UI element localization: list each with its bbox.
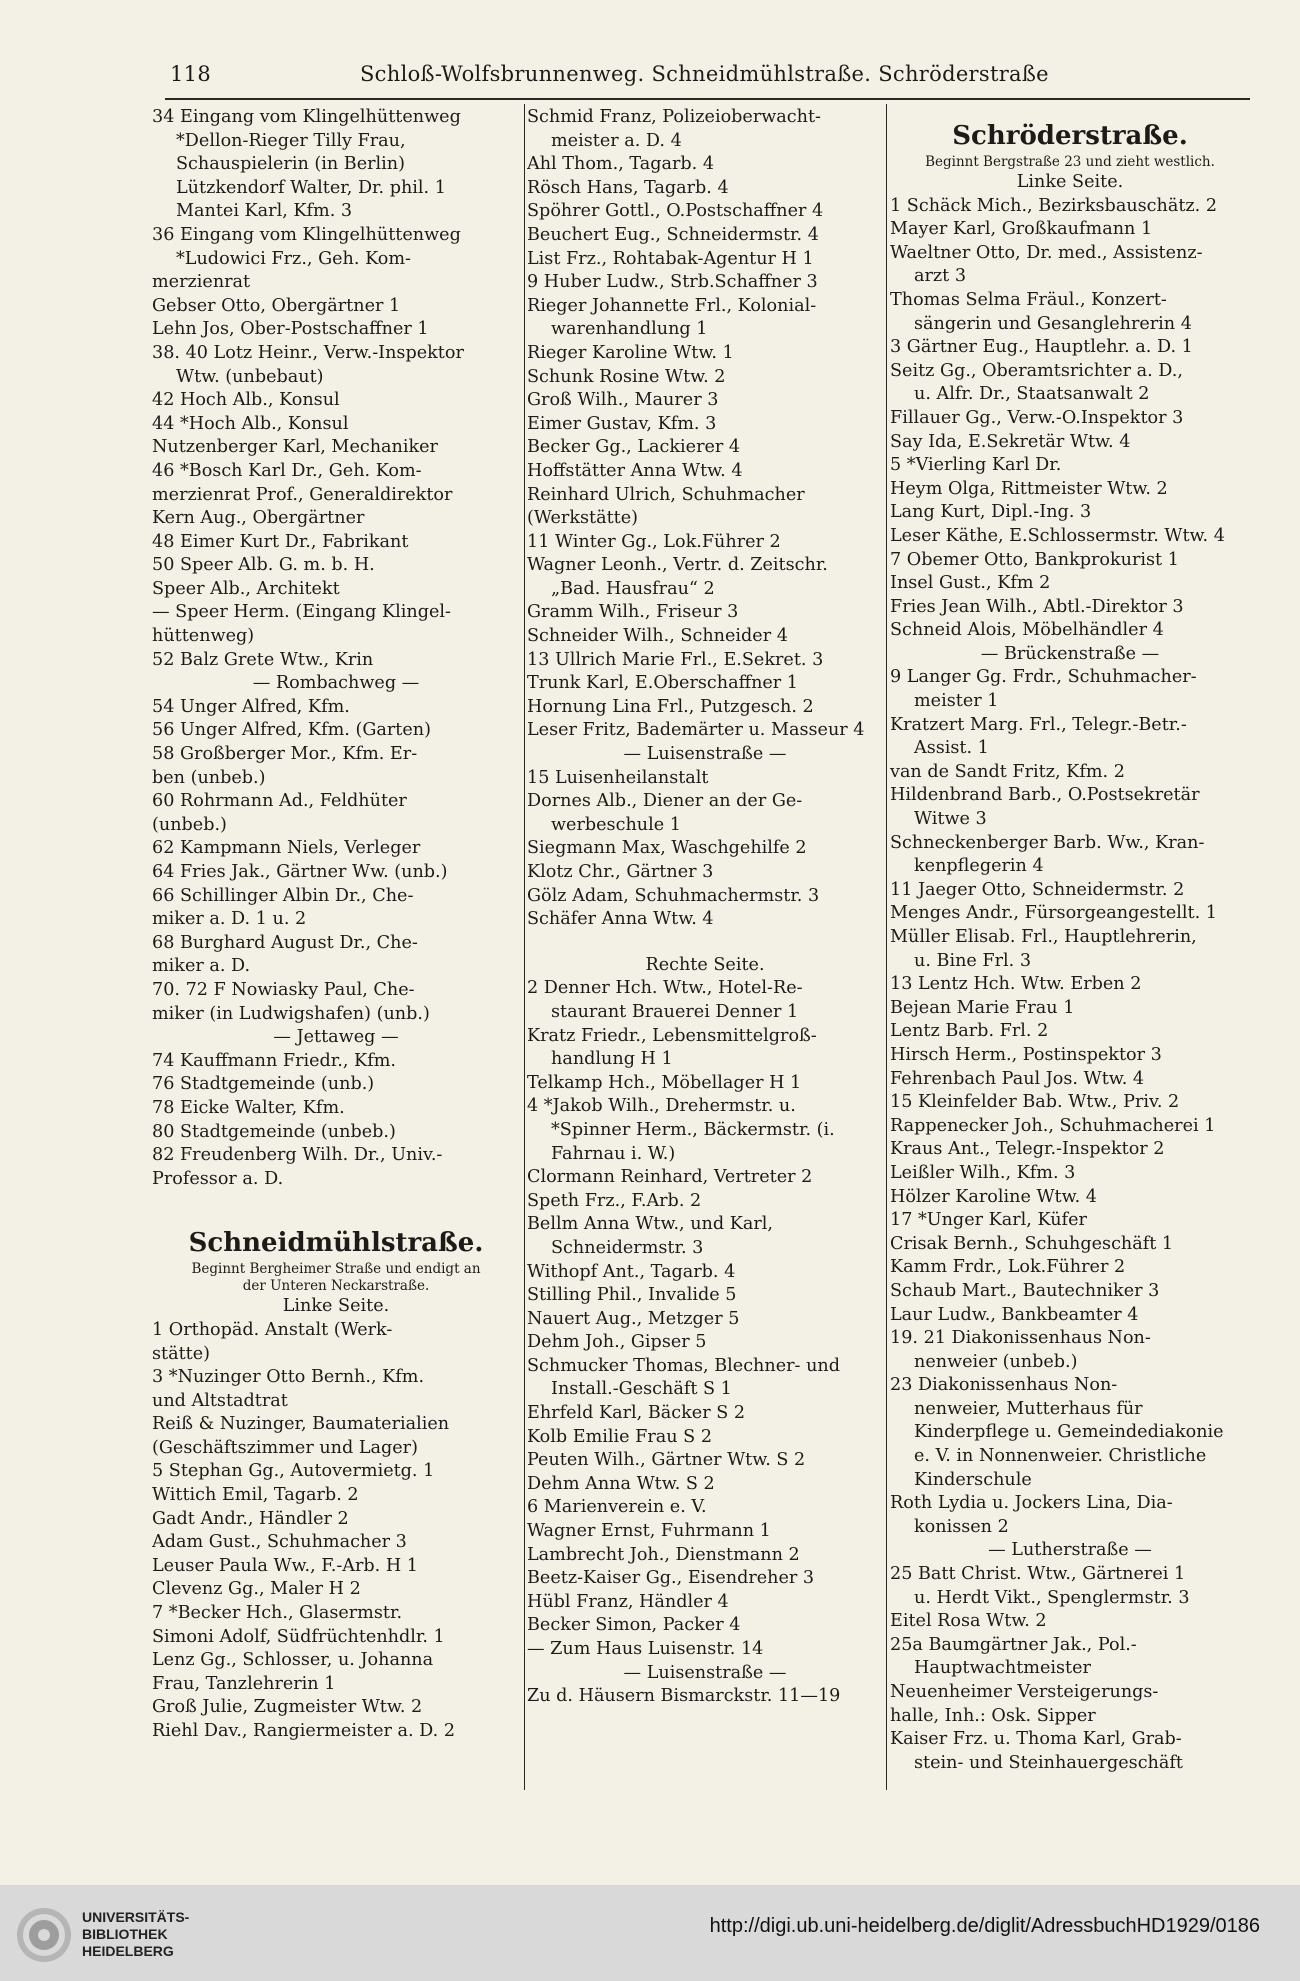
directory-entry: Hoffstätter Anna Wtw. 4: [527, 460, 743, 481]
directory-entry: 19. 21 Diakonissenhaus Non-: [890, 1328, 1151, 1349]
directory-entry: Speth Frz., F.Arb. 2: [527, 1190, 702, 1211]
directory-entry: 15 Kleinfelder Bab. Wtw., Priv. 2: [890, 1092, 1180, 1113]
directory-entry: Fahrnau i. W.): [551, 1143, 676, 1164]
column-left: [152, 106, 520, 1790]
directory-entry: Eimer Gustav, Kfm. 3: [527, 413, 717, 434]
header-rule: [165, 98, 1250, 100]
directory-entry: 11 Jaeger Otto, Schneidermstr. 2: [890, 879, 1185, 900]
directory-entry: 25a Baumgärtner Jak., Pol.-: [890, 1634, 1137, 1655]
directory-entry: Fries Jean Wilh., Abtl.-Direktor 3: [890, 596, 1184, 617]
directory-entry: stätte): [152, 1343, 211, 1364]
street-description: Beginnt Bergheimer Straße und endigt an: [191, 1261, 481, 1278]
directory-entry: Rieger Johannette Frl., Kolonial-: [527, 295, 817, 316]
directory-entry: handlung H 1: [551, 1049, 673, 1070]
directory-entry: 60 Rohrmann Ad., Feldhüter: [152, 791, 407, 812]
directory-entry: halle, Inh.: Osk. Sipper: [890, 1705, 1096, 1726]
directory-entry: 50 Speer Alb. G. m. b. H.: [152, 555, 375, 576]
directory-entry: Hauptwachtmeister: [914, 1658, 1091, 1679]
column-middle: [527, 106, 883, 1790]
section-label: — Luisenstraße —: [623, 1662, 787, 1683]
directory-entry: Dornes Alb., Diener an der Ge-: [527, 791, 803, 812]
directory-entry: Kraus Ant., Telegr.-Inspektor 2: [890, 1139, 1165, 1160]
directory-entry: 66 Schillinger Albin Dr., Che-: [152, 885, 414, 906]
directory-entry: 6 Marienverein e. V.: [527, 1497, 707, 1518]
directory-entry: Kinderpflege u. Gemeindediakonie: [914, 1422, 1224, 1443]
street-description: der Unteren Neckarstraße.: [242, 1278, 430, 1295]
directory-entry: Witwe 3: [914, 809, 987, 830]
directory-entry: u. Herdt Vikt., Spenglermstr. 3: [914, 1587, 1190, 1608]
directory-entry: Roth Lydia u. Jockers Lina, Dia-: [890, 1493, 1173, 1514]
directory-entry: 46 *Bosch Karl Dr., Geh. Kom-: [152, 460, 422, 481]
section-label: — Brückenstraße —: [980, 643, 1160, 664]
street-description: Beginnt Bergstraße 23 und zieht westlich.: [925, 154, 1215, 170]
directory-entry: Trunk Karl, E.Oberschaffner 1: [527, 673, 799, 694]
directory-entry: Reinhard Ulrich, Schuhmacher: [527, 484, 805, 505]
directory-entry: hüttenweg): [152, 626, 255, 647]
directory-entry: 23 Diakonissenhaus Non-: [890, 1375, 1118, 1396]
directory-entry: Clevenz Gg., Maler H 2: [152, 1579, 361, 1600]
directory-entry: Hildenbrand Barb., O.Postsekretär: [890, 785, 1200, 806]
section-label: Rechte Seite.: [645, 954, 765, 975]
directory-entry: Stilling Phil., Invalide 5: [527, 1285, 737, 1306]
section-label: — Luisenstraße —: [623, 744, 787, 765]
directory-entry: miker a. D. 1 u. 2: [152, 909, 307, 930]
directory-entry: warenhandlung 1: [551, 319, 708, 340]
directory-entry: Speer Alb., Architekt: [152, 578, 340, 599]
university-seal-icon: [14, 1905, 74, 1965]
directory-entry: 7 *Becker Hch., Glasermstr.: [152, 1603, 403, 1624]
directory-entry: 56 Unger Alfred, Kfm. (Garten): [152, 720, 431, 741]
directory-entry: Ahl Thom., Tagarb. 4: [527, 154, 715, 175]
directory-entry: Schmucker Thomas, Blechner- und: [527, 1355, 840, 1376]
page-number: 118: [170, 62, 211, 86]
directory-entry: Becker Simon, Packer 4: [527, 1615, 741, 1636]
directory-entry: Mayer Karl, Großkaufmann 1: [890, 219, 1153, 240]
directory-entry: Assist. 1: [914, 738, 989, 759]
directory-entry: Hübl Franz, Händler 4: [527, 1591, 729, 1612]
directory-entry: Kinderschule: [914, 1469, 1032, 1490]
directory-entry: 17 *Unger Karl, Küfer: [890, 1210, 1087, 1231]
directory-entry: Rieger Karoline Wtw. 1: [527, 342, 734, 363]
directory-entry: Riehl Dav., Rangiermeister a. D. 2: [152, 1721, 456, 1741]
directory-entry: Adam Gust., Schuhmacher 3: [152, 1532, 407, 1553]
directory-entry: 11 Winter Gg., Lok.Führer 2: [527, 531, 781, 552]
directory-entry: Bellm Anna Wtw., und Karl,: [527, 1214, 774, 1235]
directory-entry: Schaub Mart., Bautechniker 3: [890, 1280, 1160, 1301]
directory-entry: Seitz Gg., Oberamtsrichter a. D.,: [890, 360, 1183, 381]
directory-entry: Lentz Barb. Frl. 2: [890, 1021, 1049, 1042]
directory-entry: Professor a. D.: [152, 1168, 284, 1189]
directory-entry: werbeschule 1: [551, 814, 681, 835]
directory-entry: Lützkendorf Walter, Dr. phil. 1: [176, 177, 446, 198]
directory-entry: 80 Stadtgemeinde (unbeb.): [152, 1121, 396, 1142]
directory-entry: (unbeb.): [152, 814, 227, 835]
directory-entry: *Spinner Herm., Bäckermstr. (i.: [551, 1119, 835, 1140]
directory-entry: Simoni Adolf, Südfrüchtenhdlr. 1: [152, 1626, 445, 1647]
directory-entry: — Speer Herm. (Eingang Klingel-: [152, 602, 451, 623]
directory-entry: Groß Wilh., Maurer 3: [527, 390, 719, 411]
directory-entry: Kamm Frdr., Lok.Führer 2: [890, 1257, 1126, 1278]
directory-entry: 62 Kampmann Niels, Verleger: [152, 838, 421, 859]
directory-entry: Schäfer Anna Wtw. 4: [527, 909, 714, 930]
directory-entry: u. Alfr. Dr., Staatsanwalt 2: [914, 384, 1150, 405]
footer-bar: [0, 1885, 1300, 1981]
institution-name: UNIVERSITÄTS- BIBLIOTHEK HEIDELBERG: [82, 1909, 190, 1959]
directory-entry: Hirsch Herm., Postinspektor 3: [890, 1044, 1162, 1065]
column-divider-right: [886, 104, 887, 1790]
directory-entry: 25 Batt Christ. Wtw., Gärtnerei 1: [890, 1564, 1186, 1585]
directory-entry: Kaiser Frz. u. Thoma Karl, Grab-: [890, 1729, 1182, 1750]
running-title: Schloß-Wolfsbrunnenweg. Schneidmühlstraße. Schröderstraße: [360, 62, 1049, 86]
directory-entry: 15 Luisenheilanstalt: [527, 767, 709, 788]
section-label: Linke Seite.: [1016, 172, 1124, 192]
directory-entry: konissen 2: [914, 1516, 1009, 1537]
directory-entry: meister 1: [914, 691, 999, 712]
directory-entry: und Altstadtrat: [152, 1390, 288, 1411]
directory-entry: Nutzenberger Karl, Mechaniker: [152, 437, 438, 458]
directory-entry: sängerin und Gesanglehrerin 4: [914, 313, 1192, 334]
directory-entry: u. Bine Frl. 3: [914, 950, 1032, 971]
directory-entry: Schneider Wilh., Schneider 4: [527, 626, 788, 647]
directory-entry: Eitel Rosa Wtw. 2: [890, 1611, 1047, 1632]
directory-entry: Telkamp Hch., Möbellager H 1: [527, 1072, 802, 1093]
directory-entry: nenweier (unbeb.): [914, 1351, 1078, 1372]
section-label: — Rombachweg —: [252, 673, 420, 694]
directory-entry: 74 Kauffmann Friedr., Kfm.: [152, 1050, 396, 1071]
directory-entry: 13 Lentz Hch. Wtw. Erben 2: [890, 974, 1142, 995]
directory-entry: Spöhrer Gottl., O.Postschaffner 4: [527, 201, 824, 222]
directory-entry: 9 Langer Gg. Frdr., Schuhmacher-: [890, 667, 1197, 688]
directory-entry: 5 Stephan Gg., Autovermietg. 1: [152, 1461, 435, 1482]
directory-entry: Schneid Alois, Möbelhändler 4: [890, 620, 1164, 641]
directory-entry: Wtw. (unbebaut): [176, 366, 324, 387]
directory-entry: Waeltner Otto, Dr. med., Assistenz-: [890, 242, 1203, 263]
directory-entry: Laur Ludw., Bankbeamter 4: [890, 1304, 1139, 1325]
directory-entry: Becker Gg., Lackierer 4: [527, 437, 741, 458]
directory-entry: Fehrenbach Paul Jos. Wtw. 4: [890, 1068, 1145, 1089]
directory-entry: Menges Andr., Fürsorgeangestellt. 1: [890, 903, 1217, 924]
directory-entry: Install.-Geschäft S 1: [551, 1379, 732, 1400]
directory-entry: Schneckenberger Barb. Ww., Kran-: [890, 832, 1205, 853]
directory-entry: Leuser Paula Ww., F.-Arb. H 1: [152, 1555, 418, 1576]
directory-entry: kenpflegerin 4: [914, 856, 1044, 877]
directory-entry: Dehm Joh., Gipser 5: [527, 1332, 707, 1353]
directory-entry: 1 Schäck Mich., Bezirksbauschätz. 2: [890, 195, 1218, 216]
directory-entry: Say Ida, E.Sekretär Wtw. 4: [890, 431, 1131, 452]
directory-entry: *Dellon-Rieger Tilly Frau,: [176, 130, 406, 151]
directory-entry: Heym Olga, Rittmeister Wtw. 2: [890, 478, 1168, 499]
directory-entry: 78 Eicke Walter, Kfm.: [152, 1097, 345, 1118]
directory-entry: Kolb Emilie Frau S 2: [527, 1426, 713, 1447]
directory-entry: van de Sandt Fritz, Kfm. 2: [890, 761, 1125, 782]
section-label: Linke Seite.: [282, 1296, 390, 1317]
page-header: [150, 62, 1245, 92]
directory-entry: — Zum Haus Luisenstr. 14: [527, 1639, 764, 1659]
directory-entry: 68 Burghard August Dr., Che-: [152, 932, 418, 953]
directory-entry: Leser Fritz, Bademärter u. Masseur 4: [527, 720, 865, 741]
directory-entry: merzienrat Prof., Generaldirektor: [152, 484, 453, 505]
directory-entry: Frau, Tanzlehrerin 1: [152, 1673, 336, 1694]
source-url[interactable]: http://digi.ub.uni-heidelberg.de/diglit/AdressbuchHD1929/0186: [709, 1915, 1260, 1937]
directory-entry: Kratz Friedr., Lebensmittelgroß-: [527, 1025, 817, 1046]
directory-entry: Leißler Wilh., Kfm. 3: [890, 1162, 1076, 1183]
directory-entry: Rösch Hans, Tagarb. 4: [527, 177, 729, 198]
directory-entry: Lang Kurt, Dipl.-Ing. 3: [890, 502, 1092, 523]
directory-entry: Lambrecht Joh., Dienstmann 2: [527, 1544, 800, 1565]
directory-entry: Gramm Wilh., Friseur 3: [527, 602, 739, 623]
directory-entry: Fillauer Gg., Verw.-O.Inspektor 3: [890, 407, 1184, 428]
directory-entry: (Werkstätte): [527, 508, 638, 529]
directory-entry: 1 Orthopäd. Anstalt (Werk-: [152, 1319, 393, 1340]
directory-entry: [152, 1191, 520, 1213]
directory-entry: Bejean Marie Frau 1: [890, 997, 1075, 1018]
directory-entry: Kratzert Marg. Frl., Telegr.-Betr.-: [890, 714, 1187, 735]
directory-entry: 64 Fries Jak., Gärtner Ww. (unb.): [152, 862, 448, 882]
directory-entry: Crisak Bernh., Schuhgeschäft 1: [890, 1233, 1174, 1254]
directory-entry: Lehn Jos, Ober-Postschaffner 1: [152, 319, 429, 340]
directory-entry: Wagner Leonh., Vertr. d. Zeitschr.: [527, 555, 828, 576]
directory-entry: Hornung Lina Frl., Putzgesch. 2: [527, 696, 814, 717]
directory-entry: *Ludowici Frz., Geh. Kom-: [176, 248, 411, 269]
directory-entry: 4 *Jakob Wilh., Drehermstr. u.: [527, 1096, 796, 1117]
column-divider-left: [524, 104, 525, 1790]
directory-entry: 34 Eingang vom Klingelhüttenweg: [152, 107, 461, 127]
directory-entry: 44 *Hoch Alb., Konsul: [152, 413, 349, 434]
directory-entry: Insel Gust., Kfm 2: [890, 573, 1051, 594]
directory-entry: 2 Denner Hch. Wtw., Hotel-Re-: [527, 978, 803, 999]
directory-entry: Schneidermstr. 3: [551, 1237, 704, 1258]
directory-entry: Clormann Reinhard, Vertreter 2: [527, 1167, 813, 1188]
directory-entry: ben (unbeb.): [152, 767, 266, 788]
street-heading: Schröderstraße.: [952, 121, 1188, 151]
directory-entry: 52 Balz Grete Wtw., Krin: [152, 649, 374, 670]
directory-entry: Wagner Ernst, Fuhrmann 1: [527, 1521, 771, 1542]
directory-entry: meister a. D. 4: [551, 130, 682, 151]
directory-entry: Müller Elisab. Frl., Hauptlehrerin,: [890, 927, 1197, 947]
directory-entry: Beetz-Kaiser Gg., Eisendreher 3: [527, 1568, 815, 1589]
directory-entry: 36 Eingang vom Klingelhüttenweg: [152, 224, 461, 245]
directory-entry: Hölzer Karoline Wtw. 4: [890, 1186, 1097, 1207]
directory-entry: Gebser Otto, Obergärtner 1: [152, 295, 401, 316]
directory-entry: 54 Unger Alfred, Kfm.: [152, 696, 350, 717]
directory-entry: miker (in Ludwigshafen) (unb.): [152, 1003, 430, 1024]
directory-entry: Wittich Emil, Tagarb. 2: [152, 1485, 359, 1506]
directory-entry: Groß Julie, Zugmeister Wtw. 2: [152, 1697, 423, 1718]
directory-entry: Nauert Aug., Metzger 5: [527, 1308, 740, 1329]
directory-entry: 42 Hoch Alb., Konsul: [152, 390, 340, 411]
directory-entry: Neuenheimer Versteigerungs-: [890, 1682, 1159, 1702]
directory-entry: Kern Aug., Obergärtner: [152, 508, 365, 529]
section-label: — Jettaweg —: [273, 1027, 399, 1048]
directory-entry: 76 Stadtgemeinde (unb.): [152, 1074, 375, 1095]
directory-entry: Beuchert Eug., Schneidermstr. 4: [527, 224, 819, 245]
directory-entry: nenweier, Mutterhaus für: [914, 1398, 1143, 1419]
directory-entry: „Bad. Hausfrau“ 2: [551, 578, 715, 599]
directory-entry: Mantei Karl, Kfm. 3: [176, 201, 353, 222]
directory-entry: 7 Obemer Otto, Bankprokurist 1: [890, 549, 1179, 570]
directory-entry: Schauspielerin (in Berlin): [176, 154, 406, 175]
directory-entry: staurant Brauerei Denner 1: [551, 1001, 799, 1022]
directory-entry: merzienrat: [152, 272, 251, 293]
directory-entry: miker a. D.: [152, 956, 251, 977]
directory-entry: Siegmann Max, Waschgehilfe 2: [527, 838, 807, 859]
section-label: — Lutherstraße —: [988, 1540, 1152, 1561]
directory-entry: (Geschäftszimmer und Lager): [152, 1437, 418, 1458]
directory-entry: Gadt Andr., Händler 2: [152, 1508, 349, 1529]
directory-entry: Thomas Selma Fräul., Konzert-: [890, 289, 1167, 310]
directory-entry: Ehrfeld Karl, Bäcker S 2: [527, 1403, 746, 1424]
directory-entry: [527, 932, 883, 954]
directory-entry: Peuten Wilh., Gärtner Wtw. S 2: [527, 1450, 806, 1471]
directory-entry: arzt 3: [914, 266, 967, 287]
street-heading: Schneidmühlstraße.: [188, 1228, 484, 1259]
directory-entry: Rappenecker Joh., Schuhmacherei 1: [890, 1115, 1216, 1136]
directory-entry: Schmid Franz, Polizeioberwacht-: [527, 107, 821, 127]
directory-entry: Lenz Gg., Schlosser, u. Johanna: [152, 1650, 434, 1671]
directory-entry: 3 Gärtner Eug., Hauptlehr. a. D. 1: [890, 337, 1193, 358]
directory-entry: Withopf Ant., Tagarb. 4: [527, 1261, 736, 1282]
directory-entry: 3 *Nuzinger Otto Bernh., Kfm.: [152, 1367, 425, 1388]
directory-entry: 48 Eimer Kurt Dr., Fabrikant: [152, 531, 409, 552]
directory-entry: 5 *Vierling Karl Dr.: [890, 455, 1062, 476]
column-right: [890, 106, 1250, 1790]
directory-entry: Klotz Chr., Gärtner 3: [527, 862, 714, 882]
directory-entry: Zu d. Häusern Bismarckstr. 11—19: [527, 1686, 841, 1707]
directory-entry: 13 Ullrich Marie Frl., E.Sekret. 3: [527, 649, 824, 670]
directory-entry: List Frz., Rohtabak-Agentur H 1: [527, 248, 814, 269]
directory-entry: 70. 72 F Nowiasky Paul, Che-: [152, 979, 415, 1000]
directory-entry: Dehm Anna Wtw. S 2: [527, 1473, 715, 1494]
directory-entry: 38. 40 Lotz Heinr., Verw.-Inspektor: [152, 342, 464, 363]
directory-entry: e. V. in Nonnenweier. Christliche: [914, 1446, 1207, 1467]
directory-entry: Gölz Adam, Schuhmachermstr. 3: [527, 885, 820, 906]
directory-entry: 9 Huber Ludw., Strb.Schaffner 3: [527, 272, 818, 293]
directory-entry: Schunk Rosine Wtw. 2: [527, 366, 726, 387]
directory-entry: 82 Freudenberg Wilh. Dr., Univ.-: [152, 1145, 443, 1166]
directory-entry: Leser Käthe, E.Schlossermstr. Wtw. 4: [890, 525, 1225, 546]
directory-entry: Reiß & Nuzinger, Baumaterialien: [152, 1414, 450, 1435]
directory-entry: 58 Großberger Mor., Kfm. Er-: [152, 744, 418, 765]
directory-entry: stein- und Steinhauergeschäft: [914, 1752, 1183, 1773]
